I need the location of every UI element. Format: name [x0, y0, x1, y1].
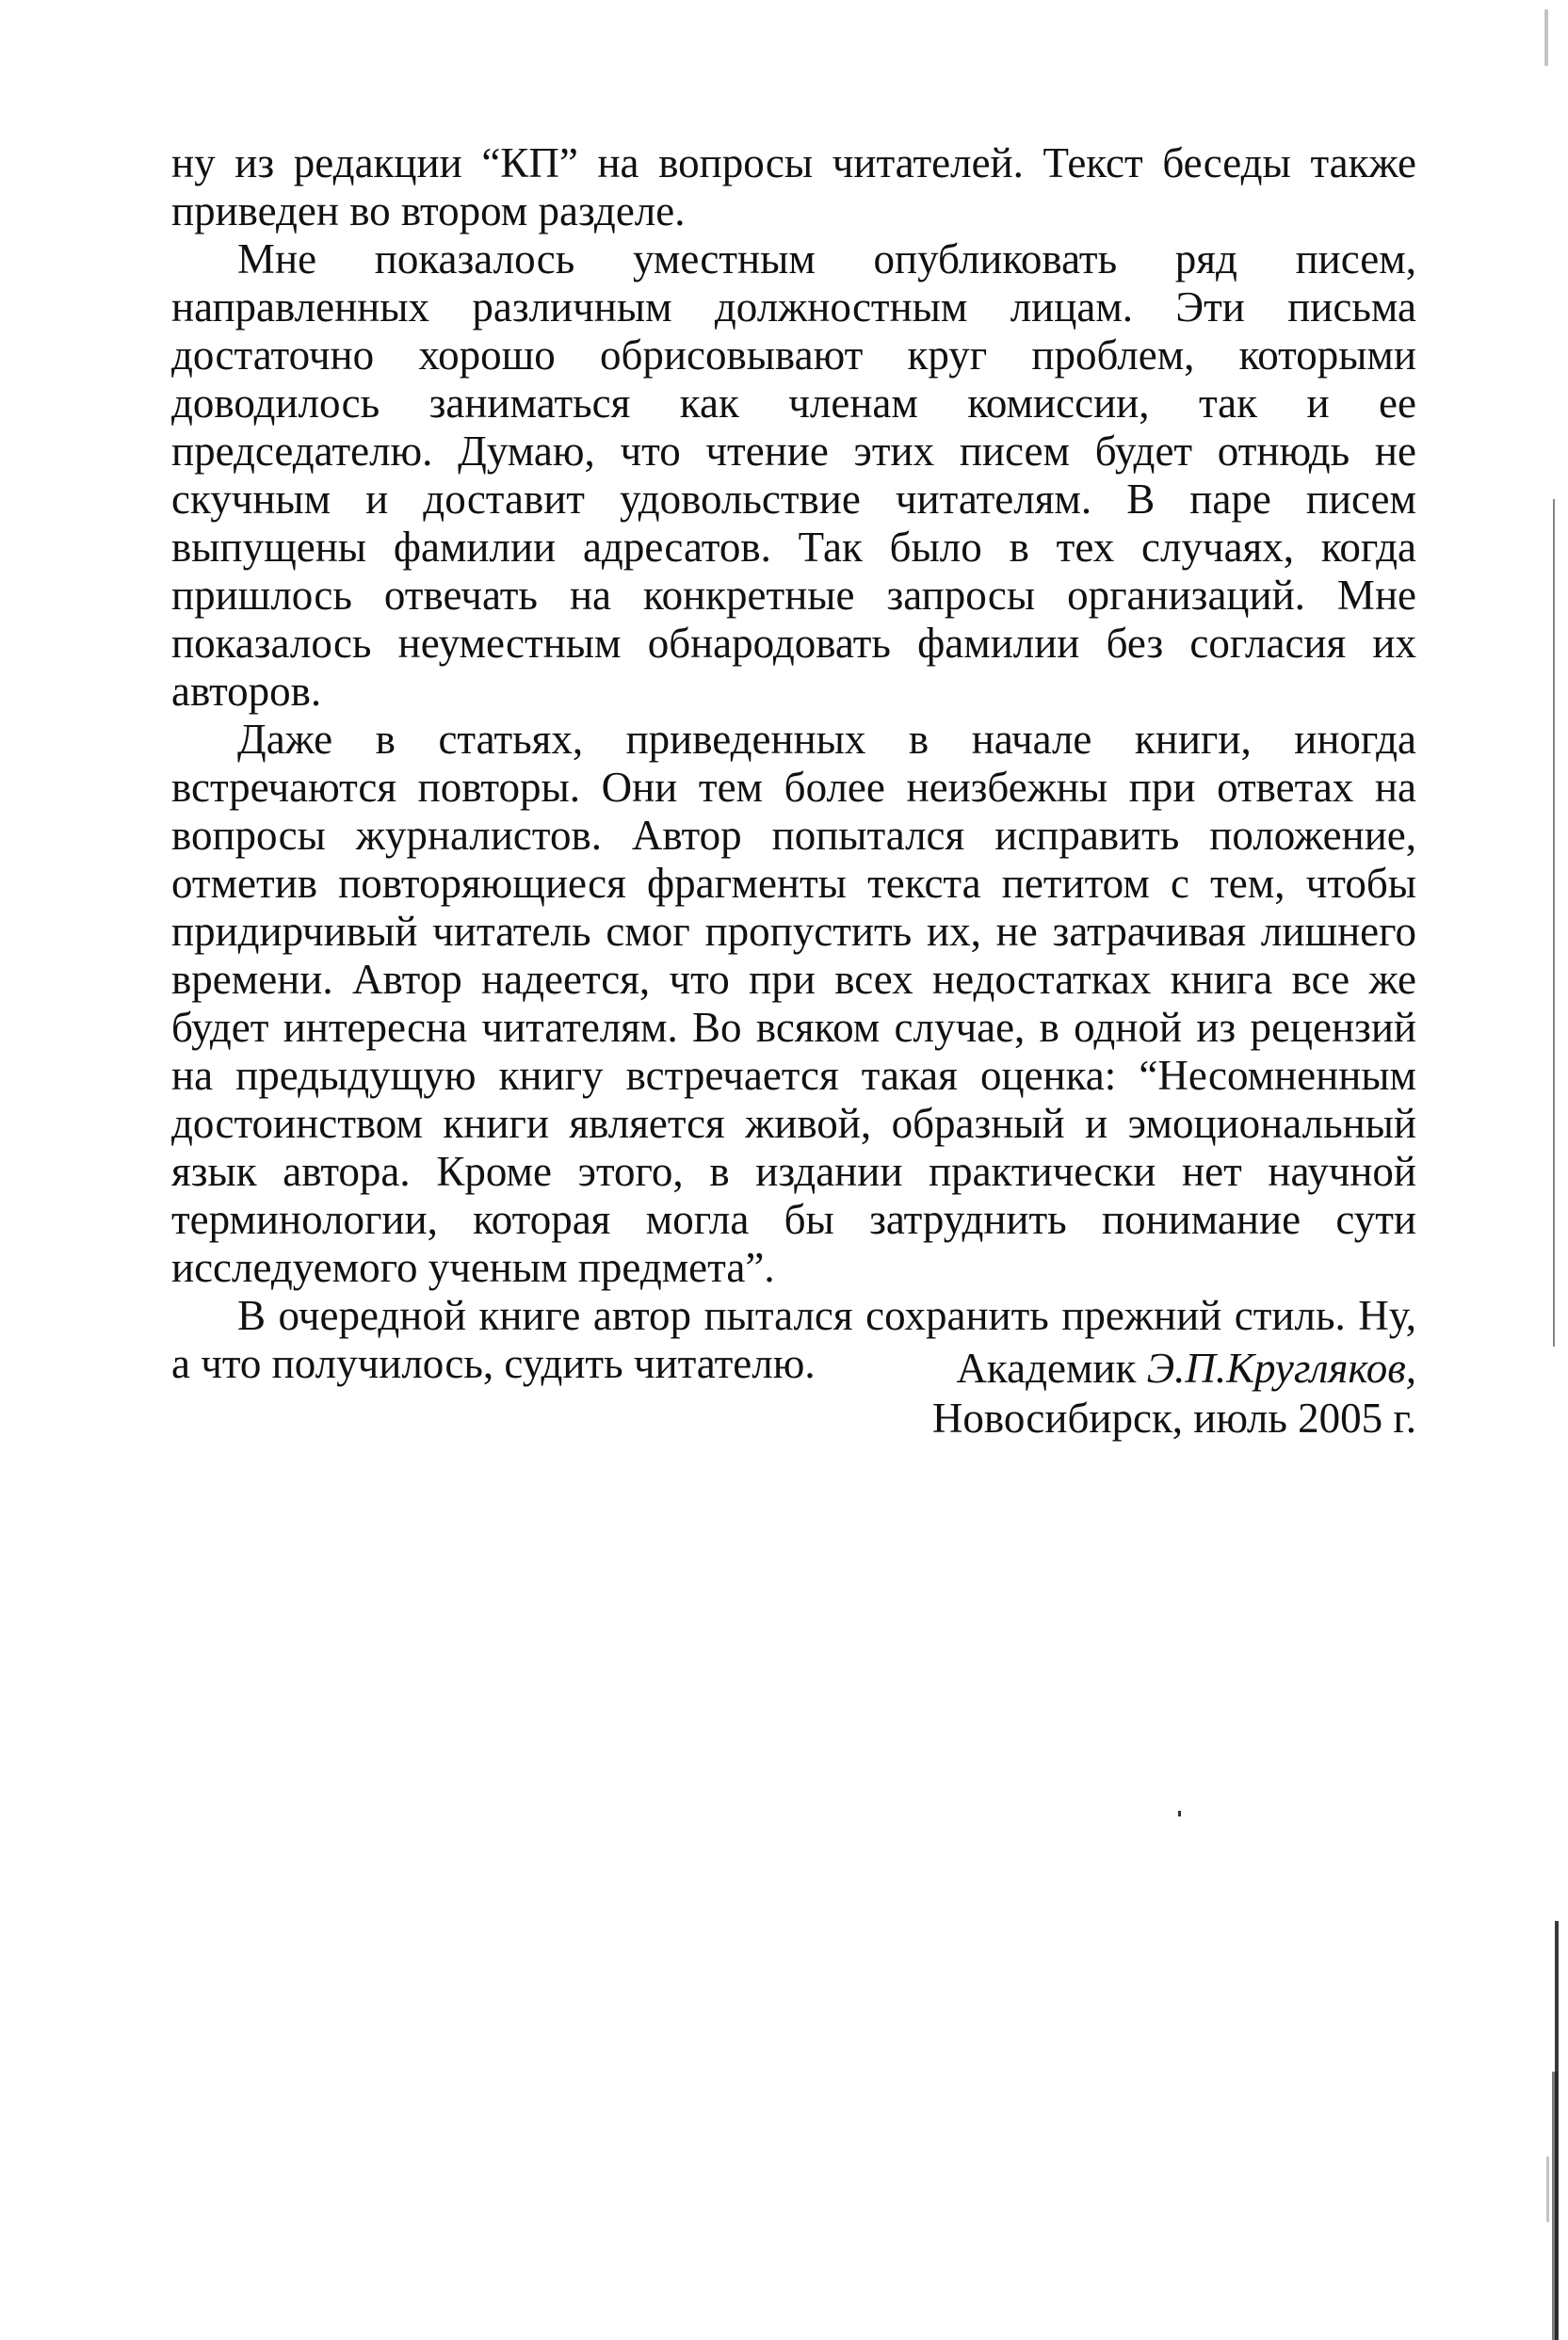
- scan-speck: [1546, 2156, 1549, 2222]
- author-title: Академик: [956, 1345, 1137, 1392]
- author-signature: [932, 1344, 1416, 1444]
- scan-edge-line: [1553, 499, 1555, 1347]
- paragraph-4: В очередной книге автор пытался сохранить прежний стиль. Ну, а что получилось, судить читателю.: [171, 1292, 1416, 1387]
- paragraph-1: ну из редакции “КП” на вопросы читателей. Текст беседы также приведен во втором разделе.: [171, 139, 1416, 234]
- place-date: Новосибирск, июль 2005 г.: [931, 1395, 1416, 1442]
- paragraph-3: Даже в статьях, приведенных в начале книги, иногда встречаются повторы. Они тем более неизбежны при ответах на вопросы журналистов. Автор попытался исправить положение, отметив повторяющиеся фрагменты текста петитом с тем, чтобы придирчивый читатель смог пропустить их, не затрачивая лишнего времени. Автор надеется, что при всех недостатках книга все же будет интересна читателям. Во всяком случае, в одной из рецензий на предыдущую книгу встречается такая оценка: “Несомненным достоинством книги является живой, образный и эмоциональный язык автора. Кроме этого, в издании практически нет научной терминологии, которая могла бы затруднить понимание сути исследуемого ученым предмета”.: [171, 716, 1416, 1291]
- scan-dot: [1178, 1811, 1181, 1816]
- body-text: [171, 139, 1416, 1388]
- paragraph-2: Мне показалось уместным опубликовать ряд писем, направленных различным должностным лицам. Эти письма достаточно хорошо обрисовывают круг проблем, которыми доводилось заниматься как членам комиссии, так и ее председателю. Думаю, что чтение этих писем будет отнюдь не скучным и доставит удовольствие читателям. В паре писем выпущены фамилии адресатов. Так было в тех случаях, когда пришлось отвечать на конкретные запросы организаций. Мне показалось неуместным обнародовать фамилии без согласия их авторов.: [171, 235, 1416, 715]
- signature-line-1: [932, 1344, 1416, 1394]
- scan-edge-line: [1552, 2072, 1558, 2340]
- scan-speck: [1544, 9, 1548, 66]
- author-name: Э.П.Кругляков,: [1146, 1345, 1416, 1392]
